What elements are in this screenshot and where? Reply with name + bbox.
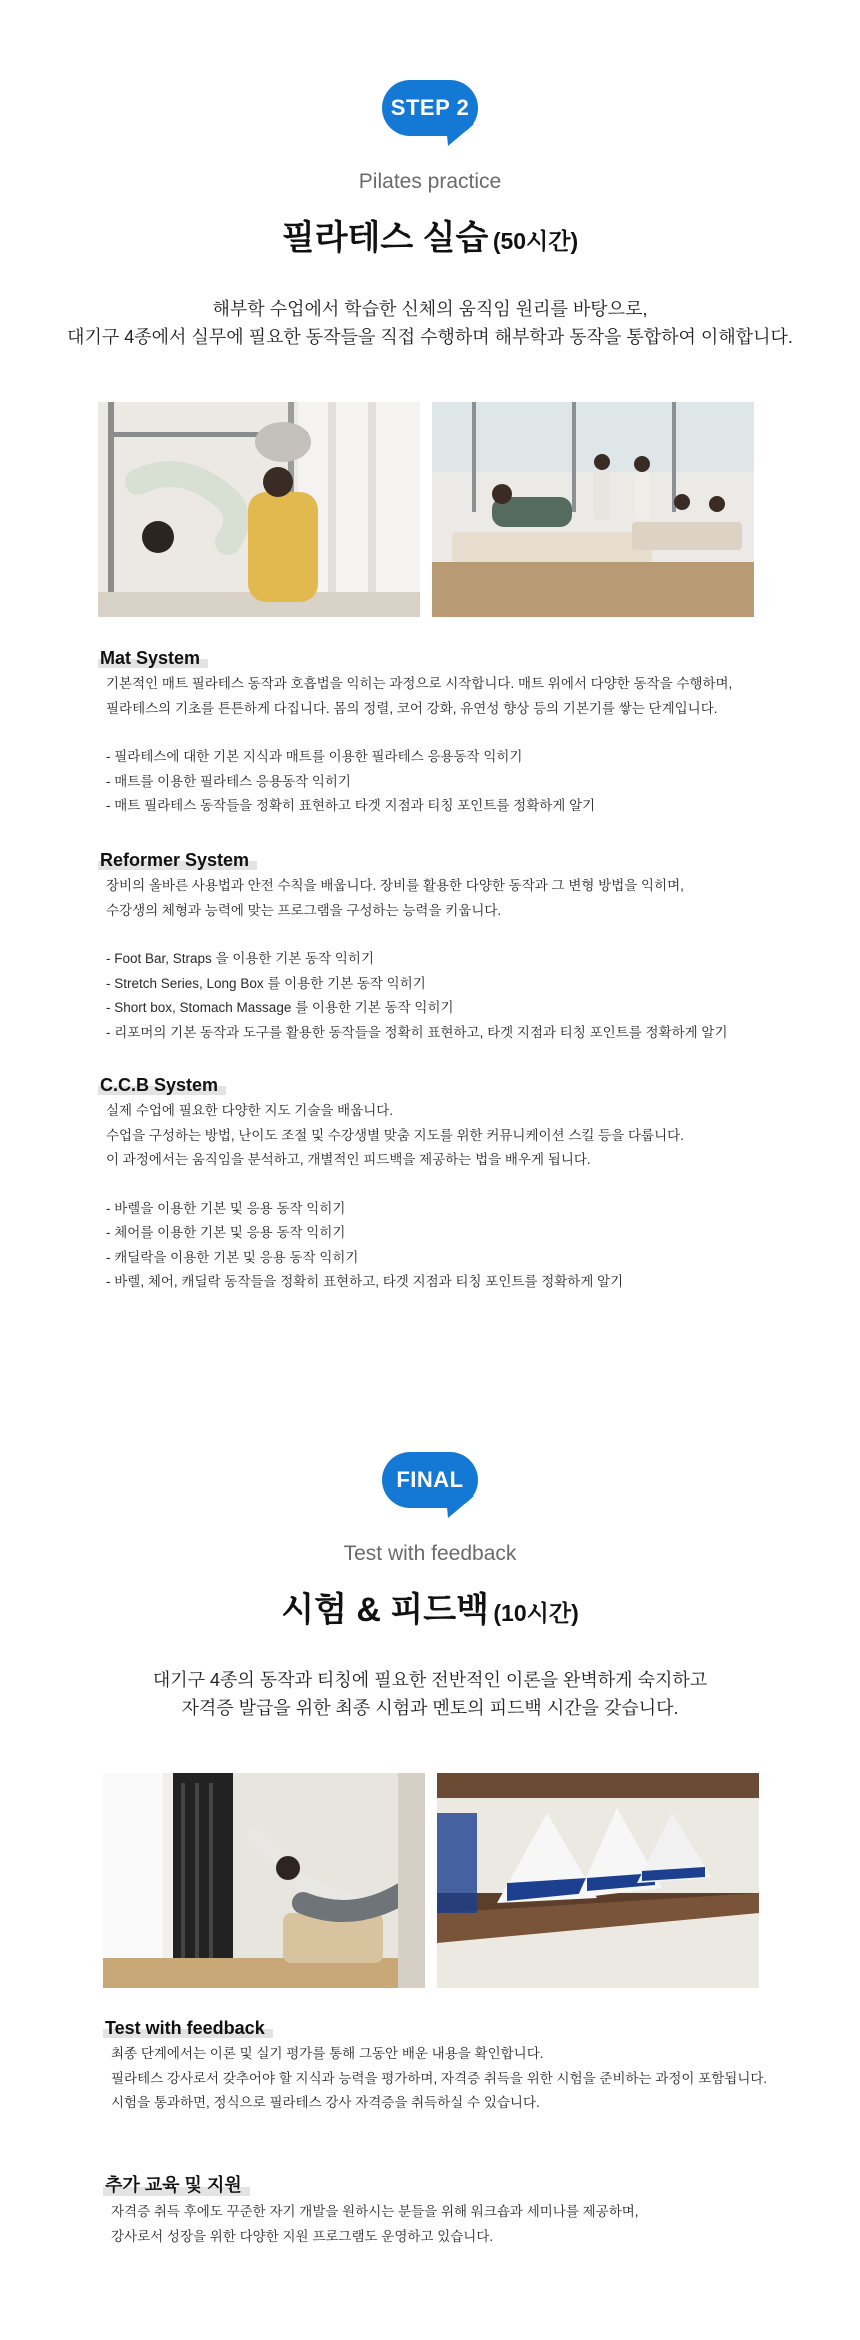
description-line: 필라테스의 기초를 튼튼하게 다집니다. 몸의 정렬, 코어 강화, 유연성 향상 등의 기본기를 쌓는 단계입니다. [106, 700, 718, 716]
section-heading: Reformer System [100, 850, 250, 870]
list-item: - Foot Bar, Straps 을 이용한 기본 동작 익히기 [106, 951, 374, 966]
title-main: 시험 & 피드백 [281, 1591, 489, 1629]
section-description [98, 874, 860, 1045]
list-item: - Short box, Stomach Massage 를 이용한 기본 동작 익히기 [106, 1000, 454, 1015]
description-line: 강사로서 성장을 위한 다양한 지원 프로그램도 운영하고 있습니다. [111, 2228, 494, 2244]
description-line: 자격증 취득 후에도 꾸준한 자기 개발을 원하시는 분들을 위해 워크숍과 세미나를 제공하며, [111, 2204, 639, 2219]
section-subtitle: Test with feedback [343, 1542, 517, 1565]
list-item: - 매트를 이용한 필라테스 응용동작 익히기 [106, 773, 351, 789]
intro-line: 대기구 4종에서 실무에 필요한 동작들을 직접 수행하며 해부학과 동작을 통합하여 이해합니다. [67, 327, 793, 347]
description-line: 최종 단계에서는 이론 및 실기 평가를 통해 그동안 배운 내용을 확인합니다. [111, 2046, 544, 2061]
intro-line: 해부학 수업에서 학습한 신체의 움직임 원리를 바탕으로, [212, 299, 648, 319]
section-description [103, 2200, 860, 2249]
ccb-system-block [0, 1075, 860, 1295]
section-subtitle: Pilates practice [358, 170, 502, 193]
list-item: - 리포머의 기본 동작과 도구를 활용한 동작들을 정확히 표현하고, 타겟 지점과 티칭 포인트를 정확하게 알기 [106, 1024, 728, 1040]
section-description [103, 2042, 860, 2116]
section-description [98, 672, 860, 819]
description-line: 수강생의 체형과 능력에 맞는 프로그램을 구성하는 능력을 키웁니다. [106, 902, 502, 918]
section-description [98, 1099, 860, 1295]
step-badge-label: STEP 2 [382, 80, 478, 136]
section-heading: C.C.B System [100, 1075, 219, 1095]
test-feedback-block [0, 2018, 860, 2116]
list-item: - Stretch Series, Long Box 를 이용한 기본 동작 익히기 [106, 975, 426, 991]
list-item: - 바렐을 이용한 기본 및 응용 동작 익히기 [106, 1200, 346, 1216]
final-badge [382, 1452, 478, 1518]
description-line: 실제 수업에 필요한 다양한 지도 기술을 배웁니다. [106, 1103, 394, 1118]
step-badge [382, 80, 478, 146]
final-photo-certificates [437, 1773, 759, 1988]
description-line: 시험을 통과하면, 정식으로 필라테스 강사 자격증을 취득하실 수 있습니다. [111, 2095, 540, 2110]
section-intro [0, 1666, 860, 1722]
list-item: - 바렐, 체어, 캐딜락 동작들을 정확히 표현하고, 타겟 지점과 티칭 포인트를 정확하게 알기 [106, 1274, 624, 1289]
list-item: - 필라테스에 대한 기본 지식과 매트를 이용한 필라테스 응용동작 익히기 [106, 749, 523, 764]
intro-line: 대기구 4종의 동작과 티칭에 필요한 전반적인 이론을 완벽하게 숙지하고 [152, 1670, 708, 1690]
description-line: 기본적인 매트 필라테스 동작과 호흡법을 익히는 과정으로 시작합니다. 매트 위에서 다양한 동작을 수행하며, [106, 676, 733, 691]
practice-photo-cadillac [98, 402, 420, 617]
list-item: - 캐딜락을 이용한 기본 및 응용 동작 익히기 [106, 1249, 359, 1265]
description-line: 수업을 구성하는 방법, 난이도 조절 및 수강생별 맞춤 지도를 위한 커뮤니케이션 스킬 등을 다룹니다. [106, 1127, 684, 1143]
description-line: 이 과정에서는 움직임을 분석하고, 개별적인 피드백을 제공하는 법을 배우게 됩니다. [106, 1152, 591, 1167]
list-item: - 매트 필라테스 동작들을 정확히 표현하고 타겟 지점과 티칭 포인트를 정확하게 알기 [106, 798, 596, 813]
final-badge-label: FINAL [382, 1452, 478, 1508]
section-title [0, 1582, 860, 1631]
section-title [0, 210, 860, 259]
final-photo-chair-pose [103, 1773, 425, 1988]
final-section [0, 1370, 860, 2340]
reformer-system-block [0, 850, 860, 1045]
practice-photo-reformer-class [432, 402, 754, 617]
intro-line: 자격증 발급을 위한 최종 시험과 멘토의 피드백 시간을 갖습니다. [181, 1698, 679, 1718]
description-line: 필라테스 강사로서 갖추어야 할 지식과 능력을 평가하며, 자격증 취득을 위한 시험을 준비하는 과정이 포함됩니다. [111, 2070, 768, 2086]
list-item: - 체어를 이용한 기본 및 응용 동작 익히기 [106, 1225, 346, 1240]
additional-support-block [0, 2171, 860, 2249]
section-intro [0, 295, 860, 351]
section-heading: Test with feedback [105, 2018, 265, 2038]
section-heading: 추가 교육 및 지원 [103, 2171, 244, 2197]
section-heading: Mat System [100, 648, 201, 668]
description-line: 장비의 올바른 사용법과 안전 수칙을 배웁니다. 장비를 활용한 다양한 동작과 그 변형 방법을 익히며, [106, 878, 684, 893]
title-hours: (10시간) [493, 1600, 579, 1626]
title-hours: (50시간) [492, 228, 579, 254]
mat-system-block [0, 648, 860, 819]
title-main: 필라테스 실습 [281, 219, 489, 257]
